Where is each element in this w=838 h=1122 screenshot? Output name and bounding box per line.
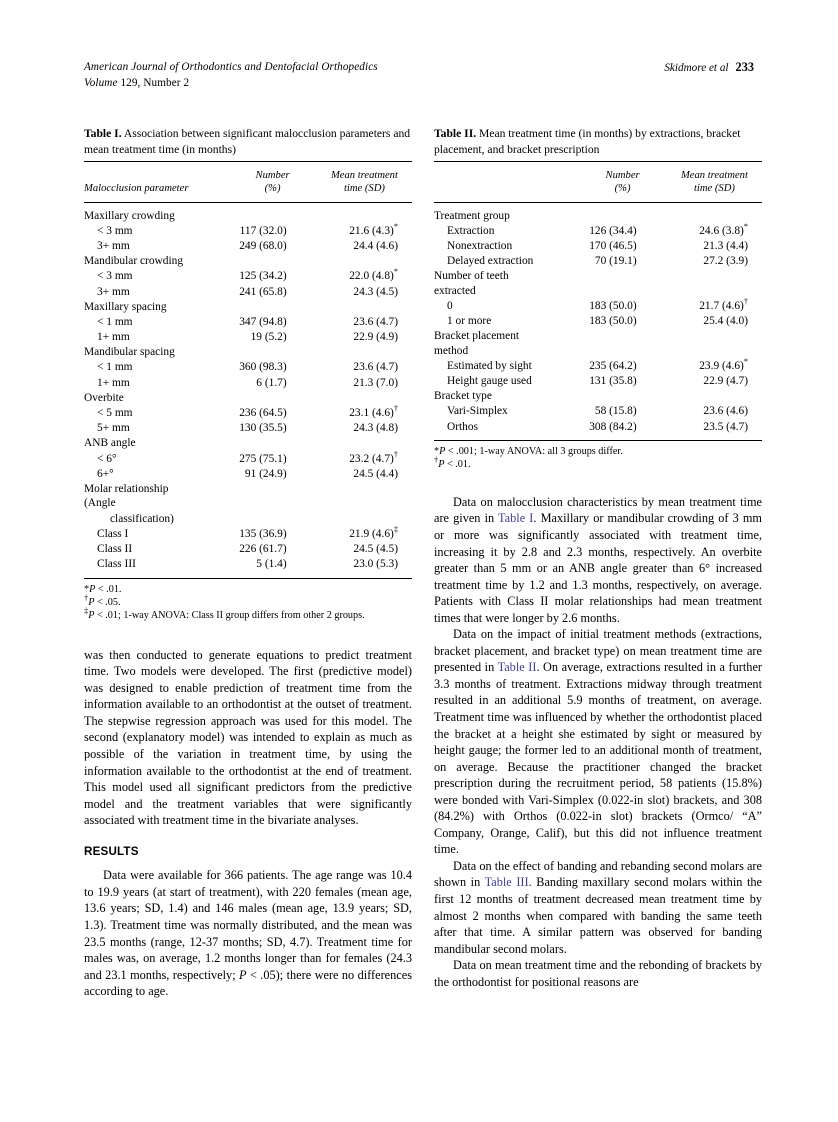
table-row [84,557,412,578]
table-1-row-label: Mandibular crowding [84,255,184,268]
table-1-col2-header-line1: Mean treatment [330,170,398,182]
results-part1: Data were available for 366 patients. The age range was 10.4 to 19.9 years (at start of treatment), with 220 females (mean age, 13.6 years; SD, 1.4) and 146 males (mean age, 13.9 years; SD, 1.3). Treatment time was normally distributed, and the mean was 23.5 months (range, 12-37 months; SD, 4.7). Treatment time for males was, on average, 1.2 months longer than for females (24.3 and 23.1 months, respectively; [84,868,412,982]
table-1-row-number: 130 (35.5) [239,422,287,435]
results-paragraph [84,867,412,999]
table-2-row-number: 126 (34.4) [589,224,637,237]
table-1-row-mean: 23.6 (4.7) [353,315,398,328]
table-1-row-mean: 24.3 (4.8) [353,422,398,435]
table-1-row-mean: 23.0 (5.3) [353,558,398,571]
table-2-row-label: Nonextraction [447,239,513,252]
footnote-symbol: * [434,446,440,458]
table-1-col1-header-line2: (%) [264,183,281,195]
table-2-row-number: 131 (35.8) [589,375,637,388]
right-body-text [434,494,762,990]
table-1-row-label: Overbite [84,391,124,404]
table-1-footnote [84,583,412,596]
footnote-marker: * [393,267,398,277]
table-1-row-mean [303,482,412,512]
table-row [434,374,762,389]
table-2-row-number: 235 (64.2) [589,359,637,372]
table-1-col0-header: Malocclusion parameter [84,183,189,195]
table-1-row-number [193,345,302,360]
table-1-row-number [193,390,302,405]
table-1-row-mean: 23.6 (4.7) [353,361,398,374]
table-1-row-label: Maxillary spacing [84,300,167,313]
journal-volume-line [84,76,378,92]
table-1-row-number: 6 (1.7) [256,376,287,389]
table-1-row-number [193,299,302,314]
table-1-row-label: 6+° [97,467,114,480]
table-2-row-mean [653,269,762,299]
table-2-row-number [543,329,652,359]
table-1-row-label: 1+ mm [97,331,130,344]
results-p-italic: P [239,967,247,982]
table-row [84,542,412,557]
footnote-marker: * [743,357,748,367]
table-2-row-label: Orthos [447,420,479,433]
table-2-col1-header-line2: (%) [614,183,631,195]
table-2-row-mean: 27.2 (3.9) [703,255,748,268]
table-1-row-label: Molar relationship (Angle [84,482,169,510]
table-1-row-number [193,436,302,451]
footnote-symbol: † [434,456,439,466]
table-1-body-grid [84,203,412,578]
table-row [434,254,762,269]
table-1-row-number [193,203,302,224]
footnote-marker: † [393,404,398,414]
table-row [434,329,762,359]
table-2-row-label: 0 [447,299,453,312]
table-1-row-label: classification) [110,512,174,525]
table-row [434,299,762,314]
footnote-symbol: * [84,583,90,595]
table-row [84,482,412,512]
table-1-row-mean: 23.1 (4.6)† [349,404,398,420]
table-row [84,375,412,390]
table-row [84,239,412,254]
footnote-text: P < .05. [88,596,121,608]
table-2-caption [434,126,762,157]
table-2-row-number [543,203,652,224]
table-2-label: Table II. [434,127,477,140]
table-row [434,389,762,404]
table-2-row-number: 183 (50.0) [589,299,637,312]
table-2-row-mean: 21.7 (4.6)† [699,297,748,312]
table-1-row-number: 135 (36.9) [239,527,287,540]
footnote-marker: ‡ [393,524,398,534]
volume-word: Volume [84,76,118,89]
table-1-col1-header [228,162,317,201]
table-2-row-number: 58 (15.8) [594,405,637,418]
table-1-caption [84,126,412,157]
table-2-row-number: 183 (50.0) [589,315,637,328]
table-row [84,299,412,314]
table-1-row-number: 117 (32.0) [239,224,287,237]
table-row [84,406,412,421]
table-2-row-label: Delayed extraction [447,255,534,268]
table-1-row-number: 5 (1.4) [256,558,287,571]
footnote-text: P < .01; 1-way ANOVA: Class II group differs from other 2 groups. [88,610,365,622]
table-2-body-grid [434,203,762,440]
table-2-row-mean: 22.9 (4.7) [703,375,748,388]
table-2-col1-header-line1: Number [605,170,640,182]
table-1-row-mean: 22.9 (4.9) [353,331,398,344]
footnote-marker: * [743,221,748,231]
table-2-col1-header [578,162,667,201]
table-1-col1-header-line1: Number [255,170,290,182]
table-row [434,314,762,329]
table-1-grid [84,162,412,201]
right-column [434,126,762,990]
table-1-row-label: Class III [97,558,136,571]
footnote-text: P < .001; 1-way ANOVA: all 3 groups differ. [439,446,623,458]
table-1-row-label: Class II [97,542,133,555]
table-row [434,223,762,238]
running-head-right [664,60,754,75]
table-2-footnotes [434,441,762,472]
table-1-body [84,203,412,578]
table-2-row-number: 170 (46.5) [589,239,637,252]
table-2-body [434,203,762,440]
table-1-row-number: 236 (64.5) [239,407,287,420]
table-row [434,359,762,374]
table-2-col0-header [434,162,578,201]
table-2-row-label: Vari-Simplex [447,405,508,418]
table-1-row-label: < 3 mm [97,224,133,237]
table-1-row-number: 249 (68.0) [239,239,287,252]
table-row [84,466,412,481]
table-1-row-label: < 1 mm [97,315,133,328]
table-3-crossref-link[interactable]: Table III [484,875,529,890]
table-1-row-mean: 24.3 (4.5) [353,285,398,298]
table-1-row-mean: 22.0 (4.8)* [349,267,398,283]
table-2-row-mean: 23.5 (4.7) [703,420,748,433]
table-1-row-label: Mandibular spacing [84,346,175,359]
running-head [84,60,754,96]
right-paragraph-1 [434,494,762,626]
footnote-symbol: ‡ [84,606,89,616]
table-2-row-label: Height gauge used [447,375,532,388]
para2-part2: . On average, extractions resulted in a further 3.3 months of treatment. Extractions midway through treatment resulted in an additional 5.9 months of treatment, on average. Treatment time was influenced by whether the orthodontist placed the bracket at a height she estimated by sight or measured by height gauge; the former led to an additional month of treatment, on average. Because the practitioner changed the bracket prescription during the recruitment period, 58 patients (15.8%) were bonded with Vari-Simplex (0.022-in slot) brackets, and 308 (84.2%) with Orthos (0.022-in slot) brackets (Ormco/ “A” Company, Orange, Calif), but this did not influence treatment time. [434,660,763,857]
para3-part2: . Banding maxillary second molars within the first 12 months of treatment decreased mean treatment time by almost 2 months when compared with banding the same teeth after that time. A similar pattern was observed for banding mandibular second molars. [434,875,762,956]
table-1-row-number: 19 (5.2) [250,331,287,344]
table-1-row-label: ANB angle [84,437,136,450]
table-1-footnote [84,593,412,609]
table-row [84,360,412,375]
table-2-row-mean: 23.6 (4.6) [703,405,748,418]
table-2-row-label: Bracket placement method [434,330,520,357]
table-1-row-label: Maxillary crowding [84,209,175,222]
table-1-row-label: Class I [97,527,129,540]
author-names: Skidmore et al [664,62,729,74]
table-1-row-number: 226 (61.7) [239,542,287,555]
table-1-row-mean: 21.6 (4.3)* [349,221,398,237]
table-1-row-label: < 1 mm [97,361,133,374]
table-1-row-mean [303,203,412,224]
table-1-row-label: < 5 mm [97,407,133,420]
table-1-row-mean [303,345,412,360]
table-row [434,203,762,224]
volume-number: 129, Number 2 [120,76,190,89]
table-1-row-mean: 24.5 (4.5) [353,542,398,555]
table-2-row-label: Number of teeth extracted [434,270,509,297]
table-1-row-mean: 21.3 (7.0) [353,376,398,389]
footnote-marker: * [393,221,398,231]
table-1-row-number [193,482,302,512]
table-row [84,436,412,451]
table-row [84,269,412,284]
table-1-header-row [84,162,412,201]
footnote-symbol: † [84,593,89,603]
table-1-row-mean: 24.4 (4.6) [353,239,398,252]
table-1-row-number: 275 (75.1) [239,452,287,465]
table-2-crossref-link[interactable]: Table II [497,660,537,675]
table-1-row-number: 347 (94.8) [239,315,287,328]
table-1-row-label: < 3 mm [97,270,133,283]
table-1-row-label: < 6° [97,452,117,465]
table-2-col2-header-line1: Mean treatment [680,170,748,182]
table-2-row-mean: 21.3 (4.4) [703,239,748,252]
table-row [84,390,412,405]
right-paragraph-4: Data on mean treatment time and the rebonding of brackets by the orthodontist for positional reasons are [434,958,762,989]
table-1-row-number: 91 (24.9) [244,467,287,480]
footnote-marker: † [393,449,398,459]
table-2-row-mean: 25.4 (4.0) [703,315,748,328]
table-1-crossref-link[interactable]: Table I [498,511,534,526]
table-row [84,345,412,360]
paragraph-continued: was then conducted to generate equations to predict treatment time. Two models were developed. The first (predictive model) was designed to enable prediction of treatment time from the information available to an orthodontist at the outset of treatment. The stepwise regression approach was used for this model. The second (explanatory model) was intended to explain as much as possible of the variation in treatment time, by using the information available to the orthodontist at the end of treatment. This model used all significant predictors from the predictive model and the treatment variables that were significantly associated with treatment time in the bivariate analyses. [84,647,412,828]
table-2-row-label: Bracket type [434,390,492,403]
table-1-row-label: 3+ mm [97,239,130,252]
table-1-row-mean: 24.5 (4.4) [353,467,398,480]
left-column [84,126,412,1000]
left-body-text [84,647,412,1000]
table-1-row-mean [303,299,412,314]
table-2-row-number [543,389,652,404]
footnote-text: P < .01. [89,583,122,595]
table-row [84,330,412,345]
table-2-row-mean [653,389,762,404]
journal-title [84,60,378,91]
table-2 [434,126,762,472]
table-row [84,526,412,541]
table-row [84,421,412,436]
table-2-row-label: 1 or more [447,315,492,328]
table-2-row-number: 70 (19.1) [594,255,637,268]
table-2-head [434,162,762,201]
table-2-row-number: 308 (84.2) [589,420,637,433]
table-row [84,315,412,330]
table-2-row-number [543,269,652,299]
table-row [84,223,412,238]
table-1-row-number [193,511,302,526]
table-1-col2-header [317,162,412,201]
results-heading: RESULTS [84,844,139,858]
table-2-footnote [434,458,762,471]
table-row [434,269,762,299]
table-row [84,203,412,224]
table-2-row-label: Treatment group [434,209,510,222]
table-row [84,511,412,526]
table-1-row-label: 5+ mm [97,422,130,435]
table-1-footnote [84,606,412,622]
table-row [84,284,412,299]
table-1-row-mean: 21.9 (4.6)‡ [349,524,398,540]
table-2-header-row [434,162,762,201]
table-2-caption-text: Mean treatment time (in months) by extractions, bracket placement, and bracket prescription [434,127,741,156]
footnote-marker: † [743,297,748,307]
table-1-caption-text: Association between significant malocclusion parameters and mean treatment time (in months) [84,127,411,156]
table-1-label: Table I. [84,127,122,140]
table-1-footnotes [84,579,412,623]
table-2-row-mean [653,329,762,359]
page-number: 233 [735,60,754,74]
table-1-row-number [193,254,302,269]
table-2-grid [434,162,762,201]
para1-part2: . Maxillary or mandibular crowding of 3 mm or more was significantly associated with treatment time, increasing it by 2.8 and 2.3 months, respectively. An overbite greater than 5 mm or an ANB angle greater than 6° increased treatment time by 1.2 and 1.3 months, respectively, on average. Patients with Class II molar relationships had mean treatment times that were longer by 2.6 months. [434,511,762,625]
table-2-row-label: Estimated by sight [447,359,532,372]
table-2-row-mean [653,203,762,224]
results-part2: < .05); there were no differences according to age. [84,967,412,999]
table-row [434,404,762,419]
right-paragraph-3 [434,858,762,957]
para1-part1: Data on malocclusion characteristics by mean treatment time are given in [434,494,762,526]
table-row [84,254,412,269]
footnote-text: P < .01. [438,459,471,471]
table-row [434,239,762,254]
table-2-row-mean: 24.6 (3.8)* [699,221,748,237]
para2-part1: Data on the impact of initial treatment methods (extractions, bracket placement, and bracket type) on mean treatment time are presented in [434,627,762,675]
table-1-row-label: 1+ mm [97,376,130,389]
table-row [84,451,412,466]
table-1-row-number: 360 (98.3) [239,361,287,374]
right-paragraph-2 [434,626,762,858]
table-1 [84,126,412,623]
table-1-row-label: 3+ mm [97,285,130,298]
table-2-col2-header [667,162,762,201]
para3-part1: Data on the effect of banding and rebanding second molars are shown in [434,858,762,890]
table-1-col2-header-line2: time (SD) [343,183,385,195]
table-1-row-number: 241 (65.8) [239,285,287,298]
table-2-footnote [434,445,762,458]
table-1-row-mean: 23.2 (4.7)† [349,449,398,465]
table-2-col2-header-line2: time (SD) [693,183,735,195]
table-2-row-label: Extraction [447,224,495,237]
table-2-row-mean: 23.9 (4.6)* [699,357,748,372]
journal-title-line1: American Journal of Orthodontics and Dentofacial Orthopedics [84,61,378,73]
table-1-row-number: 125 (34.2) [239,270,287,283]
table-1-head [84,162,412,201]
table-row [434,419,762,440]
